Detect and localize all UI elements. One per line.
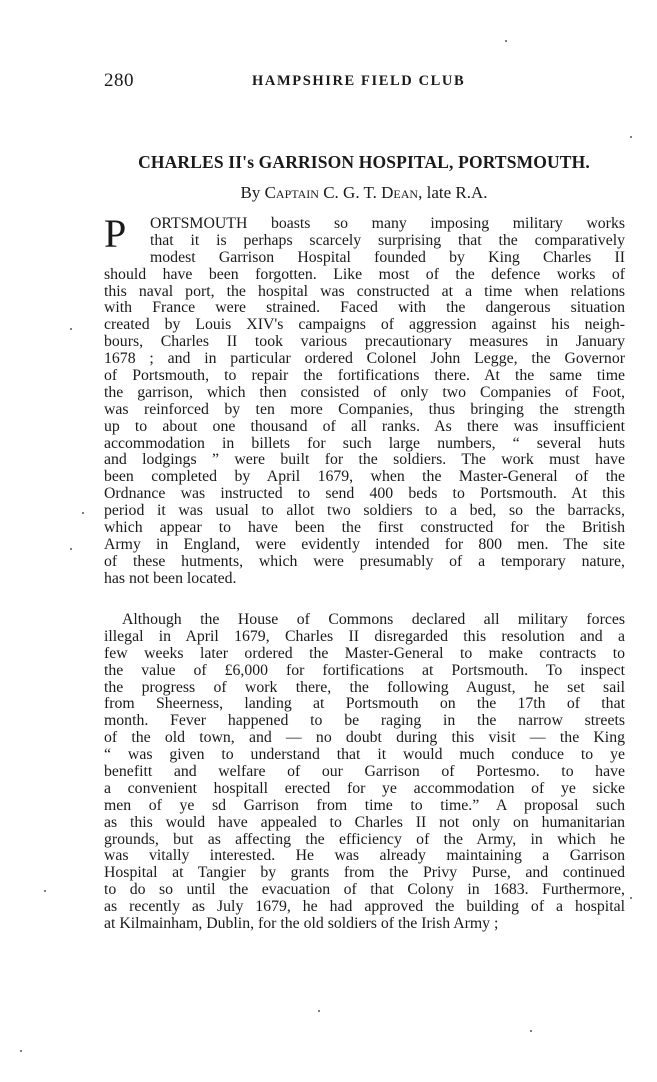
scan-speck [530,1030,532,1032]
page-header [104,70,624,94]
text-line: of the old town, and — no doubt during this visit — the King [104,730,625,747]
byline [104,183,624,203]
scan-speck [82,512,84,514]
text-line: that it is perhaps scarcely surprising that the comparatively [150,232,625,249]
text-line: Ordnance was instructed to send 400 beds to Portsmouth. At this [104,486,625,503]
text-line: created by Louis XIV's campaigns of aggression against his neigh- [104,317,625,334]
text-line: a convenient hospitall erected for ye accommodation of ye sicke [104,780,625,797]
text-line: to do so until the evacuation of that Colony in 1683. Furthermore, [104,882,625,899]
text-line: as this would have appealed to Charles II not only on humanitarian [104,814,625,831]
byline-rank: Captain [264,183,319,202]
text-line: with France were strained. Faced with the dangerous situation [104,300,625,317]
text-line: up to about one thousand of all ranks. As there was insufficient [104,418,625,435]
text-line: has not been located. [104,570,237,587]
text-line: at Kilmainham, Dublin, for the old soldiers of the Irish Army ; [104,916,499,933]
paragraph-2 [104,612,625,933]
text-line: of Portsmouth, to repair the fortifications there. At the same time [104,368,625,385]
text-line: ORTSMOUTH boasts so many imposing military works [150,216,625,232]
running-head: HAMPSHIRE FIELD CLUB [252,73,466,89]
text-line: been completed by April 1679, when the Master-General of the [104,469,625,486]
byline-surname: Dean [381,183,419,202]
scan-speck [20,1050,22,1052]
text-line: modest Garrison Hospital founded by King Charles II [150,249,625,266]
text-line: was vitally interested. He was already maintaining a Garrison [104,848,625,865]
text-line: this naval port, the hospital was constructed at a time when relations [104,283,625,300]
text-line: accommodation in billets for such large numbers, “ several huts [104,435,625,452]
byline-initials: C. G. T. [323,183,377,202]
text-line: and lodgings ” were built for the soldiers. The work must have [104,452,625,469]
text-line: should have been forgotten. Like most of the defence works of [104,266,625,283]
text-line: Hospital at Tangier by grants from the Privy Purse, and continued [104,865,625,882]
scan-speck [630,897,632,899]
drop-cap: P [104,211,127,256]
text-line: from Sheerness, landing at Portsmouth on the 17th of that [104,696,625,713]
scan-speck [70,548,72,550]
byline-suffix: , late R.A. [418,183,488,202]
text-line: the garrison, which then consisted of only two Companies of Foot, [104,384,625,401]
text-line: month. Fever happened to be raging in the narrow streets [104,713,625,730]
text-line: men of ye sd Garrison from time to time.” A proposal such [104,797,625,814]
text-line: as recently as July 1679, he had approved the building of a hospital [104,899,625,916]
text-line: of these hutments, which were presumably of a temporary nature, [104,553,625,570]
scan-speck [70,328,72,330]
paragraph-1 [104,211,625,588]
text-line: 1678 ; and in particular ordered Colonel John Legge, the Governor [104,351,625,368]
article-title: CHARLES II's GARRISON HOSPITAL, PORTSMOUTH. [138,152,590,172]
text-line: benefitt and welfare of our Garrison of Portesmo. to have [104,764,625,781]
byline-prefix: By [240,183,261,202]
text-line: Army in England, were evidently intended for 800 men. The site [104,536,625,553]
scan-speck [630,136,632,138]
text-line: the progress of work there, the following August, he set sail [104,679,625,696]
text-line: “ was given to understand that it would much conduce to ye [104,747,625,764]
text-line: Although the House of Commons declared all military forces [122,612,625,628]
scan-speck [318,1010,320,1012]
text-line: few weeks later ordered the Master-General to make contracts to [104,645,625,662]
text-line: period it was usual to allot two soldiers to a bed, so the barracks, [104,503,625,520]
text-line: which appear to have been the first constructed for the British [104,520,625,537]
text-line: grounds, but as affecting the efficiency of the Army, in which he [104,831,625,848]
text-line: bours, Charles II took various precautionary measures in January [104,334,625,351]
text-line: the value of £6,000 for fortifications at Portsmouth. To inspect [104,662,625,679]
page-number: 280 [104,70,134,91]
scan-speck [44,890,46,892]
scan-speck [505,40,507,42]
text-line: was reinforced by ten more Companies, thus bringing the strength [104,401,625,418]
text-line: illegal in April 1679, Charles II disregarded this resolution and a [104,628,625,645]
